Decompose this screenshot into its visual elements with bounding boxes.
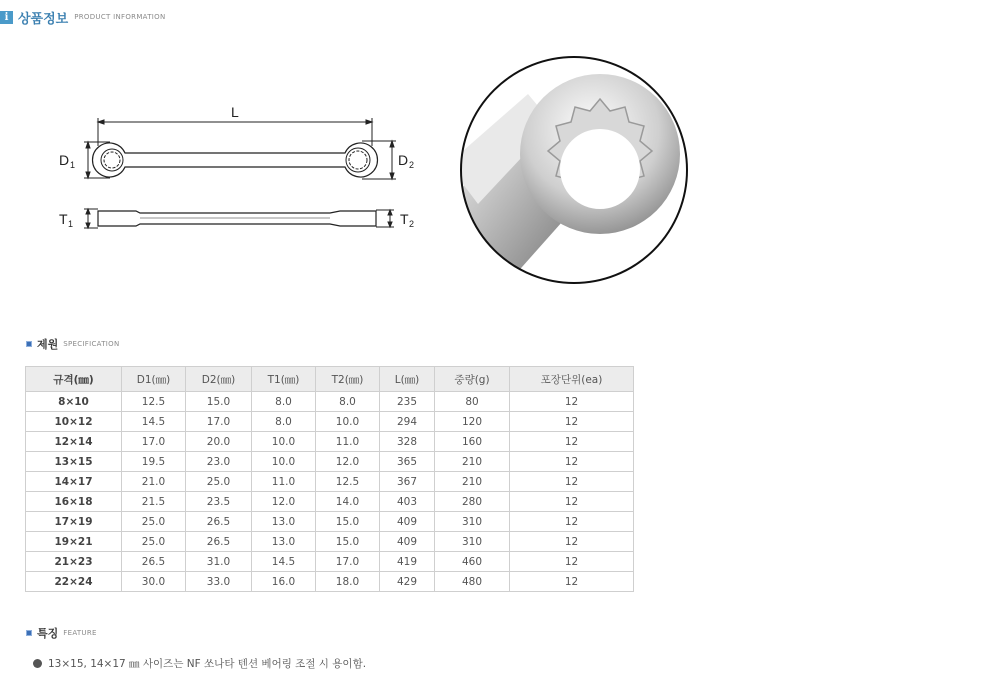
table-cell: 13.0 xyxy=(252,512,316,532)
table-header-row xyxy=(26,367,634,392)
wrench-closeup-photo xyxy=(458,54,690,286)
table-cell: 25.0 xyxy=(122,532,186,552)
table-cell: 19×21 xyxy=(26,532,122,552)
table-cell: 11.0 xyxy=(316,432,380,452)
table-cell: 8.0 xyxy=(252,412,316,432)
col-d2: D2(㎜) xyxy=(186,367,252,392)
table-cell: 403 xyxy=(380,492,435,512)
table-cell: 12×14 xyxy=(26,432,122,452)
table-cell: 17×19 xyxy=(26,512,122,532)
table-row xyxy=(26,492,634,512)
table-cell: 367 xyxy=(380,472,435,492)
table-cell: 23.0 xyxy=(186,452,252,472)
table-cell: 22×24 xyxy=(26,572,122,592)
table-cell: 8.0 xyxy=(252,392,316,412)
col-t1: T1(㎜) xyxy=(252,367,316,392)
spec-title: 제원 xyxy=(37,338,59,351)
table-cell: 17.0 xyxy=(316,552,380,572)
table-cell: 12.0 xyxy=(252,492,316,512)
table-cell: 12.5 xyxy=(122,392,186,412)
table-cell: 12.5 xyxy=(316,472,380,492)
table-cell: 12 xyxy=(510,432,634,452)
label-t1-sub: 1 xyxy=(68,219,74,229)
table-cell: 33.0 xyxy=(186,572,252,592)
table-cell: 235 xyxy=(380,392,435,412)
table-cell: 26.5 xyxy=(186,532,252,552)
table-cell: 17.0 xyxy=(122,432,186,452)
table-cell: 8×10 xyxy=(26,392,122,412)
table-cell: 26.5 xyxy=(122,552,186,572)
info-icon: i xyxy=(0,11,13,24)
col-weight: 중량(g) xyxy=(435,367,510,392)
table-cell: 15.0 xyxy=(316,512,380,532)
table-cell: 31.0 xyxy=(186,552,252,572)
col-d1: D1(㎜) xyxy=(122,367,186,392)
table-cell: 12 xyxy=(510,492,634,512)
table-cell: 12 xyxy=(510,452,634,472)
table-cell: 21.5 xyxy=(122,492,186,512)
col-t2: T2(㎜) xyxy=(316,367,380,392)
feature-subtitle: FEATURE xyxy=(63,629,97,637)
table-row xyxy=(26,572,634,592)
table-cell: 12 xyxy=(510,472,634,492)
label-t2-sub: 2 xyxy=(409,219,415,229)
header-title: 상품정보 xyxy=(18,11,69,27)
table-row xyxy=(26,532,634,552)
table-cell: 14.5 xyxy=(252,552,316,572)
product-info-header xyxy=(0,8,166,26)
table-cell: 419 xyxy=(380,552,435,572)
label-d2: D xyxy=(398,152,409,168)
table-cell: 280 xyxy=(435,492,510,512)
table-cell: 310 xyxy=(435,512,510,532)
table-cell: 14.5 xyxy=(122,412,186,432)
table-cell: 12.0 xyxy=(316,452,380,472)
table-row xyxy=(26,552,634,572)
table-cell: 294 xyxy=(380,412,435,432)
label-d1-sub: 1 xyxy=(70,160,76,170)
table-cell: 17.0 xyxy=(186,412,252,432)
label-d1: D xyxy=(59,152,70,168)
section-bullet-icon xyxy=(26,630,32,636)
wrench-dimension-diagram xyxy=(50,100,430,240)
table-cell: 18.0 xyxy=(316,572,380,592)
table-cell: 13×15 xyxy=(26,452,122,472)
table-row xyxy=(26,512,634,532)
label-l: L xyxy=(231,104,239,120)
table-cell: 328 xyxy=(380,432,435,452)
table-cell: 15.0 xyxy=(186,392,252,412)
table-cell: 12 xyxy=(510,412,634,432)
table-cell: 409 xyxy=(380,532,435,552)
table-cell: 120 xyxy=(435,412,510,432)
table-cell: 12 xyxy=(510,512,634,532)
table-cell: 12 xyxy=(510,552,634,572)
table-cell: 11.0 xyxy=(252,472,316,492)
table-cell: 310 xyxy=(435,532,510,552)
table-cell: 25.0 xyxy=(186,472,252,492)
table-cell: 20.0 xyxy=(186,432,252,452)
table-cell: 10.0 xyxy=(252,432,316,452)
label-d2-sub: 2 xyxy=(409,160,415,170)
table-cell: 13.0 xyxy=(252,532,316,552)
table-cell: 160 xyxy=(435,432,510,452)
table-cell: 10.0 xyxy=(316,412,380,432)
table-cell: 15.0 xyxy=(316,532,380,552)
table-cell: 16×18 xyxy=(26,492,122,512)
table-row xyxy=(26,392,634,412)
feature-text: 13×15, 14×17 ㎜ 사이즈는 NF 쏘나타 텐션 베어링 조절 시 용이함. xyxy=(48,658,367,670)
table-cell: 26.5 xyxy=(186,512,252,532)
table-cell: 8.0 xyxy=(316,392,380,412)
table-cell: 21×23 xyxy=(26,552,122,572)
table-cell: 429 xyxy=(380,572,435,592)
feature-title: 특징 xyxy=(37,627,59,640)
bullet-dot-icon xyxy=(33,659,42,668)
table-cell: 25.0 xyxy=(122,512,186,532)
table-cell: 12 xyxy=(510,532,634,552)
table-cell: 10.0 xyxy=(252,452,316,472)
table-row xyxy=(26,452,634,472)
table-row xyxy=(26,432,634,452)
table-cell: 365 xyxy=(380,452,435,472)
feature-section-header xyxy=(26,626,97,640)
table-cell: 460 xyxy=(435,552,510,572)
spec-subtitle: SPECIFICATION xyxy=(63,340,120,348)
table-row xyxy=(26,472,634,492)
table-cell: 30.0 xyxy=(122,572,186,592)
section-bullet-icon xyxy=(26,341,32,347)
label-t2: T xyxy=(400,211,409,227)
table-cell: 23.5 xyxy=(186,492,252,512)
table-cell: 16.0 xyxy=(252,572,316,592)
col-l: L(㎜) xyxy=(380,367,435,392)
table-row xyxy=(26,412,634,432)
col-size: 규격(㎜) xyxy=(26,367,122,392)
specification-table xyxy=(25,366,634,592)
table-cell: 210 xyxy=(435,452,510,472)
table-cell: 480 xyxy=(435,572,510,592)
header-subtitle: PRODUCT INFORMATION xyxy=(74,13,166,21)
table-cell: 10×12 xyxy=(26,412,122,432)
table-cell: 12 xyxy=(510,572,634,592)
table-cell: 19.5 xyxy=(122,452,186,472)
table-cell: 210 xyxy=(435,472,510,492)
table-cell: 14×17 xyxy=(26,472,122,492)
feature-list-item xyxy=(33,656,366,671)
table-cell: 409 xyxy=(380,512,435,532)
table-cell: 21.0 xyxy=(122,472,186,492)
table-cell: 12 xyxy=(510,392,634,412)
label-t1: T xyxy=(59,211,68,227)
col-pack-unit: 포장단위(ea) xyxy=(510,367,634,392)
specification-section-header xyxy=(26,337,120,351)
table-cell: 14.0 xyxy=(316,492,380,512)
table-cell: 80 xyxy=(435,392,510,412)
